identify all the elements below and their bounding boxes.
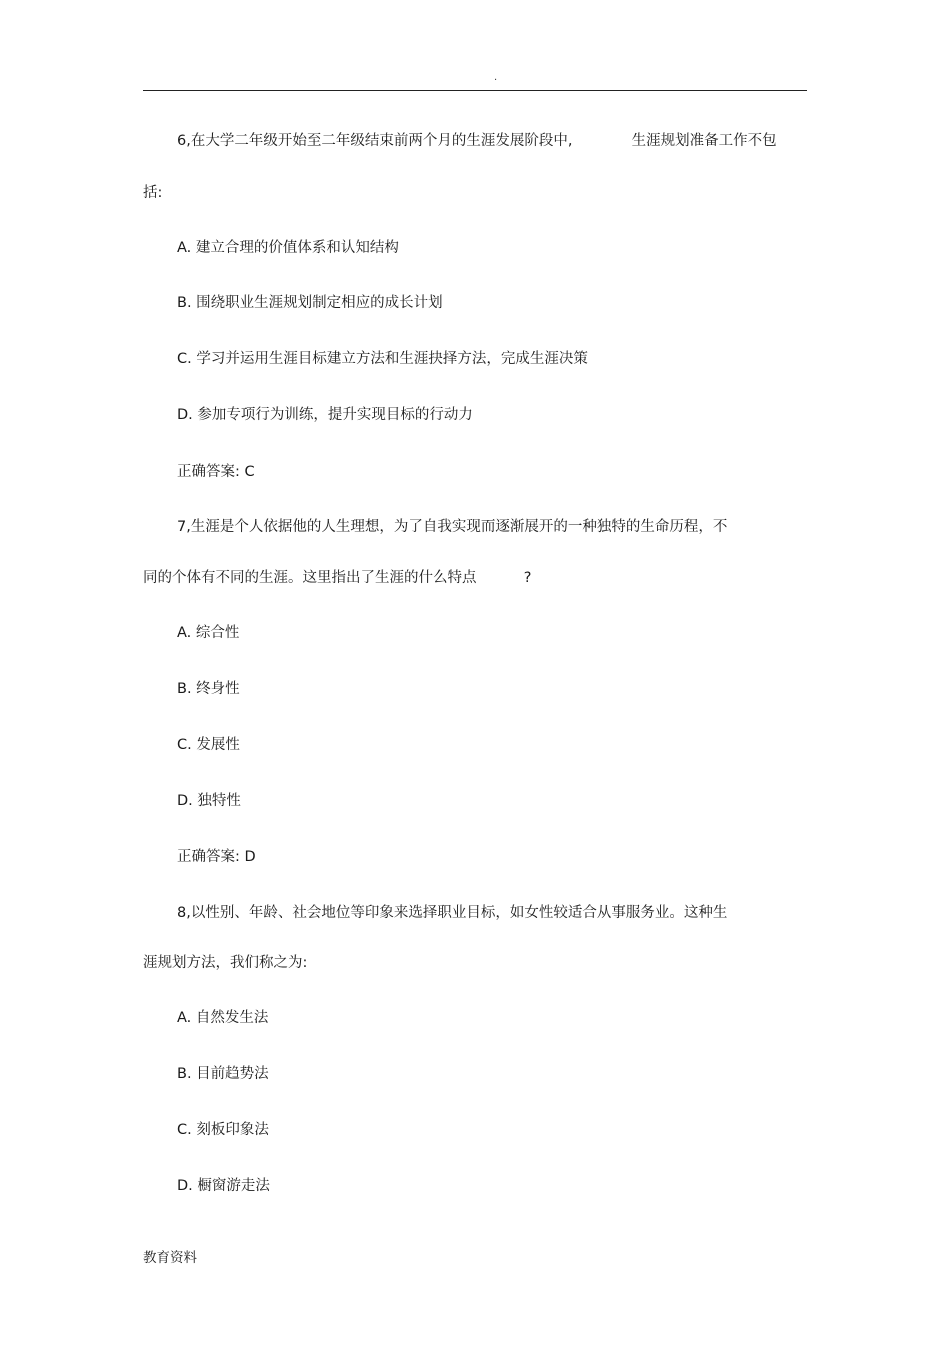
header-rule (143, 90, 807, 91)
question-6-option-d: D. 参加专项行为训练，提升实现目标的行动力 (177, 407, 473, 423)
question-8-option-d: D. 橱窗游走法 (177, 1178, 270, 1194)
question-7-stem-part2: ? (523, 570, 532, 586)
question-7-stem-line1: 7,生涯是个人依据他的人生理想，为了自我实现而逐渐展开的一种独特的生命历程，不 (177, 519, 728, 535)
question-8-option-c: C. 刻板印象法 (177, 1122, 269, 1138)
question-6-stem-part1: 6,在大学二年级开始至二年级结束前两个月的生涯发展阶段中, (177, 133, 573, 149)
question-6-answer: 正确答案: C (177, 464, 255, 480)
question-7-stem-line2 (143, 568, 531, 588)
question-6-option-a: A. 建立合理的价值体系和认知结构 (177, 240, 399, 256)
question-6-stem-line2: 括: (143, 185, 163, 201)
question-7-answer: 正确答案: D (177, 849, 256, 865)
question-6-stem-line1 (177, 131, 777, 151)
question-8-option-a: A. 自然发生法 (177, 1010, 269, 1026)
question-7-option-d: D. 独特性 (177, 793, 241, 809)
question-6-stem-part2: 生涯规划准备工作不包 (631, 133, 777, 149)
question-6-option-b: B. 围绕职业生涯规划制定相应的成长计划 (177, 295, 443, 311)
question-8-stem-line2: 涯规划方法，我们称之为: (143, 955, 308, 971)
question-7-stem-part1: 同的个体有不同的生涯。这里指出了生涯的什么特点 (143, 570, 477, 586)
header-mark: . (494, 72, 498, 83)
footer-label: 教育资料 (143, 1250, 197, 1266)
question-7-option-c: C. 发展性 (177, 737, 240, 753)
question-7-option-b: B. 终身性 (177, 681, 240, 697)
question-7-option-a: A. 综合性 (177, 625, 240, 641)
question-6-option-c: C. 学习并运用生涯目标建立方法和生涯抉择方法，完成生涯决策 (177, 351, 588, 367)
question-8-option-b: B. 目前趋势法 (177, 1066, 269, 1082)
question-8-stem-line1: 8,以性别、年龄、社会地位等印象来选择职业目标，如女性较适合从事服务业。这种生 (177, 905, 728, 921)
